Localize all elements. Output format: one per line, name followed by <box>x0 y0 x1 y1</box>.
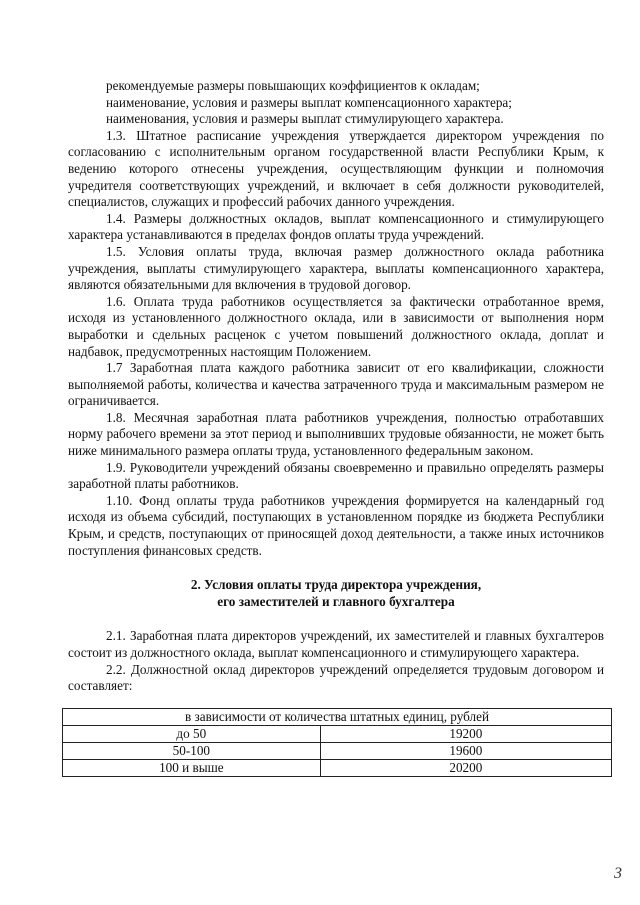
amount-cell: 19600 <box>320 742 611 759</box>
paragraph-2-2: 2.2. Должностной оклад директоров учреждений определяется трудовым договором и составляет: <box>68 661 604 694</box>
table-header-row <box>63 708 612 725</box>
paragraph: рекомендуемые размеры повышающих коэффициентов к окладам; <box>106 78 480 93</box>
document-page <box>68 78 604 777</box>
section-heading-line2: его заместителей и главного бухгалтера <box>217 593 455 609</box>
paragraph: наименования, условия и размеры выплат стимулирующего характера. <box>106 111 504 127</box>
paragraph-1-6: 1.6. Оплата труда работников осуществляется за фактически отработанное время, исходя из установленного должностного оклада, или в зависимости от выполнения норм выработки и сдельных расценок с учетом повышений должностного оклада, доплат и надбавок, предусмотренных настоящим Положением. <box>68 293 604 359</box>
paragraph-1-8: 1.8. Месячная заработная плата работников учреждения, полностью отработавших норму рабочего времени за этот период и выполнивших трудовые обязанности, не может быть ниже минимального размера оплаты труда, установленного федеральным законом. <box>68 409 604 459</box>
range-cell: 100 и выше <box>63 759 321 776</box>
paragraph-1-4: 1.4. Размеры должностных окладов, выплат компенсационного и стимулирующего характера устанавливаются в пределах фондов оплаты труда учреждений. <box>68 210 604 243</box>
paragraph-1-10: 1.10. Фонд оплаты труда работников учреждения формируется на календарный год исходя из объема субсидий, поступающих в установленном порядке из бюджета Республики Крым, и средств, поступающих от приносящей доход деятельности, а также иных источников поступления финансовых средств. <box>68 492 604 558</box>
paragraph: наименование, условия и размеры выплат компенсационного характера; <box>106 94 512 110</box>
table-row <box>63 725 612 742</box>
page-number-mark: 3 <box>614 865 622 882</box>
paragraph-2-1: 2.1. Заработная плата директоров учреждений, их заместителей и главных бухгалтеров состоит из должностного оклада, выплат компенсационного и стимулирующего характера. <box>68 628 604 660</box>
paragraph-1-9: 1.9. Руководители учреждений обязаны своевременно и правильно определять размеры заработной платы работников. <box>68 459 604 492</box>
table-header-cell: в зависимости от количества штатных единиц, рублей <box>63 708 612 725</box>
salary-table <box>62 708 612 777</box>
table-row <box>63 759 612 776</box>
paragraph-1-3: 1.3. Штатное расписание учреждения утверждается директором учреждения по согласованию с исполнительным органом государственной власти Республики Крым, к ведению которого отнесены учреждения, осуществляющим функции и полномочия учредителя соответствующих учреждений, и включает в себя должности руководителей, специалистов, служащих и профессий рабочих данного учреждения. <box>68 127 604 210</box>
section-heading <box>68 577 604 610</box>
table-row <box>63 742 612 759</box>
section-heading-line1: 2. Условия оплаты труда директора учреждения, <box>190 577 482 593</box>
paragraph-1-5: 1.5. Условия оплаты труда, включая размер должностного оклада работника учреждения, выплаты стимулирующего характера, выплаты компенсационного характера, являются обязательными для включения в трудовой договор. <box>68 243 604 293</box>
amount-cell: 19200 <box>320 725 611 742</box>
amount-cell: 20200 <box>320 759 611 776</box>
range-cell: до 50 <box>63 725 321 742</box>
range-cell: 50-100 <box>63 742 321 759</box>
paragraph-1-7: 1.7 Заработная плата каждого работника зависит от его квалификации, сложности выполняемой работы, количества и качества затраченного труда и максимальным размером не ограничивается. <box>68 360 604 409</box>
